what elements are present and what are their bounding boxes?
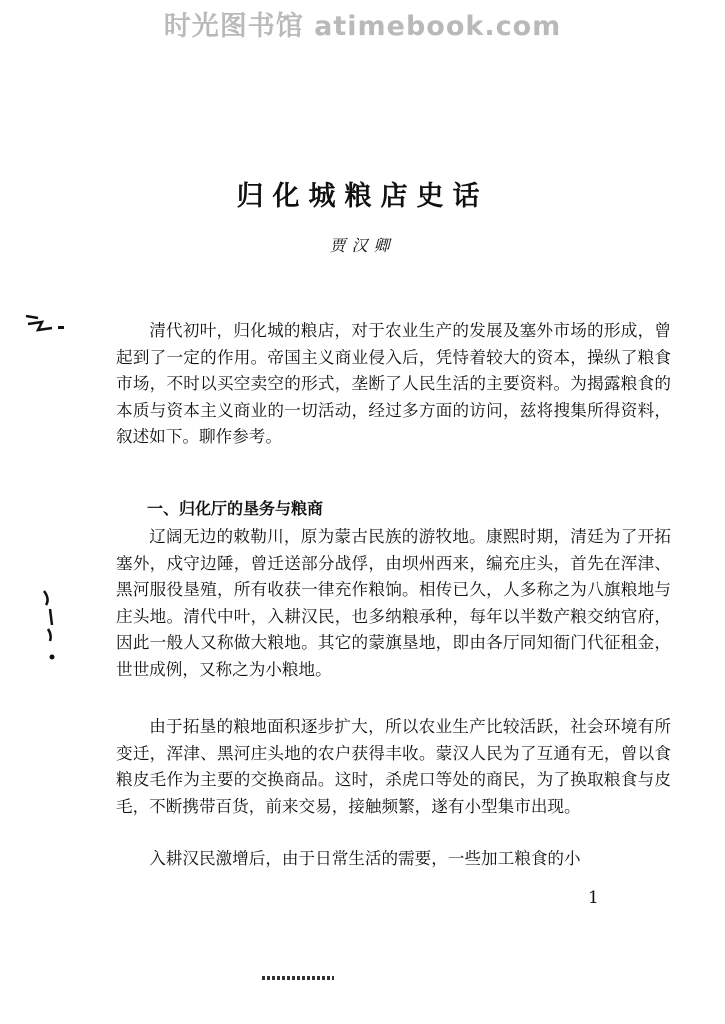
article-title: 归化城粮店史话 xyxy=(236,181,489,212)
intro-paragraph: 清代初叶，归化城的粮店，对于农业生产的发展及塞外市场的形成，曾起到了一定的作用。帝国主义商业侵入后，凭恃着较大的资本，操纵了粮食市场，不时以买空卖空的形式，垄断了人民生活的主要资料。为揭露粮食的本质与资本主义商业的一切活动，经过多方面的访问，兹将搜集所得资料，叙述如下。聊作参考。 xyxy=(116,321,671,446)
scan-mark xyxy=(40,585,64,665)
body-paragraph: 由于拓垦的粮地面积逐步扩大，所以农业生产比较活跃，社会环境有所变迁，浑津、黑河庄头地的农户获得丰收。蒙汉人民为了互通有无，曾以食粮皮毛作为主要的交换商品。这时，杀虎口等处的商民，为了换取粮食与皮毛，不断携带百货，前来交易，接触频繁，遂有小型集市出现。 xyxy=(116,717,671,816)
page-number: 1 xyxy=(588,888,599,908)
body-paragraph: 辽阔无边的敕勒川，原为蒙古民族的游牧地。康熙时期，清廷为了开拓塞外，戍守边陲，曾迁送部分战俘，由坝州西来，编充庄头，首先在浑津、黑河服役垦殖，所有收获一律充作粮饷。相传已久，人多称之为八旗粮地与庄头地。清代中叶，入耕汉民，也多纳粮承种，每年以半数产粮交纳官府，因此一般人又称做大粮地。其它的蒙旗垦地，即由各厅同知衙门代征租金，世世成例，又称之为小粮地。 xyxy=(116,527,671,679)
article-author: 贾汉卿 xyxy=(329,236,396,255)
body-paragraph: 入耕汉民激增后，由于日常生活的需要，一些加工粮食的小 xyxy=(149,849,581,868)
section-heading: 一、归化厅的垦务与粮商 xyxy=(147,499,324,518)
scan-artifact xyxy=(262,976,334,980)
scan-mark xyxy=(24,300,74,340)
watermark: 时光图书馆 atimebook.com xyxy=(163,11,562,42)
